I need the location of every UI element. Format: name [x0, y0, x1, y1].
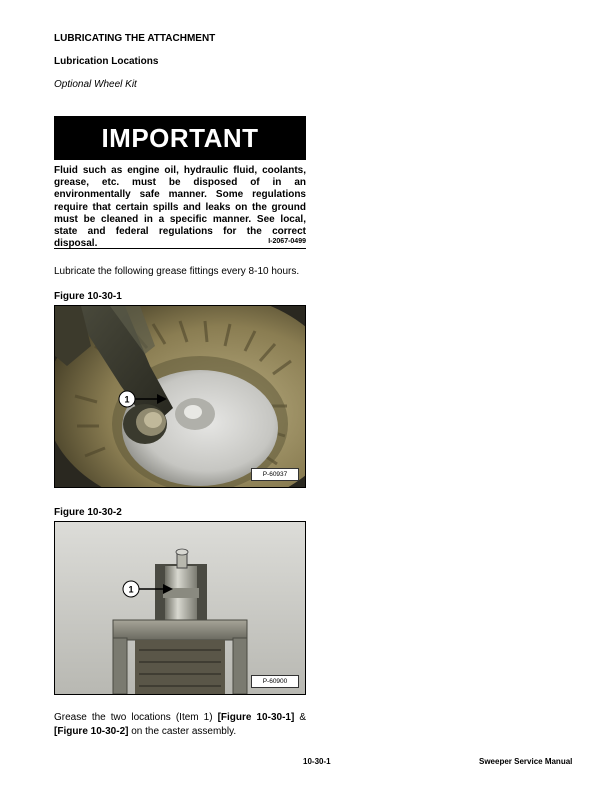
important-text: Fluid such as engine oil, hydraulic fluid, coolants, grease, etc. must be disposed of in an environmentally safe manner. Some regulations require that certain spills and leaks on the ground must be cleaned in a specific manner. See local, state and federal regulations for the correct disposal.: [54, 165, 306, 250]
section-title: LUBRICATING THE ATTACHMENT: [54, 33, 216, 44]
important-rule: [54, 248, 306, 249]
closing-paragraph: [54, 711, 306, 739]
figure-1-ref: [Figure 10-30-1]: [217, 712, 295, 723]
figure-1-caption: Figure 10-30-1: [54, 291, 122, 302]
manual-title: Sweeper Service Manual: [479, 757, 573, 766]
closing-amp: &: [294, 712, 306, 723]
figure-1-callout: 1: [124, 394, 130, 405]
page-number: 10-30-1: [303, 757, 331, 766]
wheel-photo-image: [55, 306, 305, 487]
figure-2-photo: [54, 521, 306, 695]
important-label: IMPORTANT: [101, 123, 259, 153]
subsection-title: Lubrication Locations: [54, 56, 159, 67]
kit-label: Optional Wheel Kit: [54, 79, 137, 90]
figure-2-callout: 1: [128, 584, 134, 595]
figure-1-photo-code: P-60937: [251, 468, 299, 481]
caster-photo-image: [55, 522, 305, 694]
figure-1-photo: [54, 305, 306, 488]
closing-text-1: Grease the two locations (Item 1): [54, 712, 218, 723]
important-code: I-2067-0499: [268, 238, 306, 245]
figure-2-photo-code: P-60900: [251, 675, 299, 688]
intro-paragraph: Lubricate the following grease fittings every 8-10 hours.: [54, 266, 300, 277]
closing-text-2: on the caster assembly.: [128, 726, 237, 737]
figure-2-caption: Figure 10-30-2: [54, 507, 122, 518]
figure-2-ref: [Figure 10-30-2]: [54, 726, 129, 737]
important-banner: [54, 116, 306, 160]
